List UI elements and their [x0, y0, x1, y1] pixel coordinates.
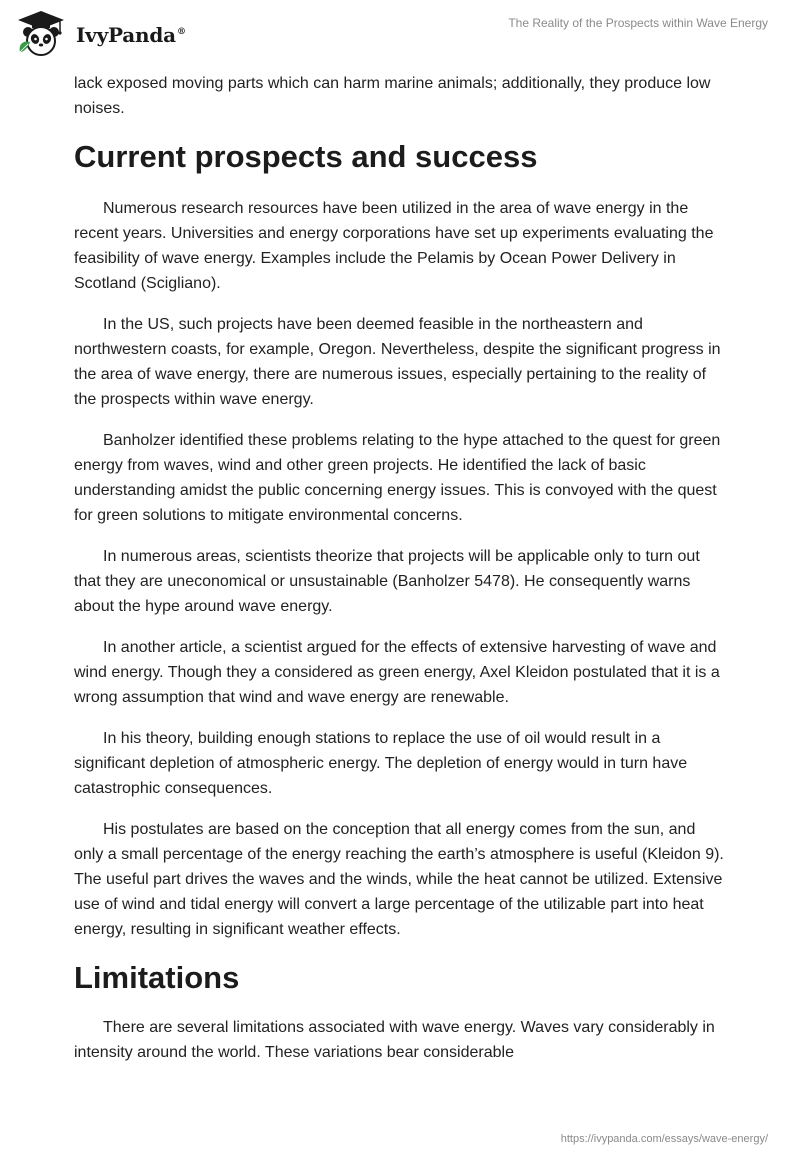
- paragraph: In numerous areas, scientists theorize that projects will be applicable only to turn out that they are uneconomical or unsustainable (Banholzer 5478). He consequently warns about the hype around wave energy.: [74, 548, 700, 615]
- paragraph: In another article, a scientist argued for the effects of extensive harvesting of wave and wind energy. Though they a considered as green energy, Axel Kleidon postulated that it is a wrong assumption that wind and wave energy are renewable.: [74, 639, 720, 706]
- ivypanda-logo[interactable]: [14, 8, 186, 62]
- article-body: [74, 71, 724, 1081]
- paragraph: In his theory, building enough stations to replace the use of oil would result in a significant depletion of atmospheric energy. The depletion of energy would in turn have catastrophic consequences.: [74, 730, 688, 797]
- page-header: [0, 0, 800, 70]
- paragraph: Banholzer identified these problems relating to the hype attached to the quest for green energy from waves, wind and other green projects. He identified the lack of basic understanding amidst the public concerning energy issues. This is convoyed with the quest for green solutions to mitigate environmental concerns.: [74, 432, 721, 524]
- heading-current-prospects: Current prospects and success: [74, 139, 538, 174]
- registered-mark: ®: [176, 27, 186, 38]
- paragraph: His postulates are based on the conception that all energy comes from the sun, and only a small percentage of the energy reaching the earth’s atmosphere is useful (Kleidon 9). The useful part drives the waves and the winds, while the heat cannot be utilized. Extensive use of wind and tidal energy will convert a large percentage of the utilizable part into heat energy, resulting in significant weather effects.: [74, 821, 724, 938]
- paragraph-intro-continuation: lack exposed moving parts which can harm marine animals; additionally, they produce low noises.: [74, 75, 711, 117]
- logo-text: IvyPanda®: [76, 23, 186, 47]
- heading-limitations: Limitations: [74, 960, 240, 995]
- paragraph: There are several limitations associated with wave energy. Waves vary considerably in intensity around the world. These variations bear considerable: [74, 1019, 715, 1061]
- panda-graduate-icon: [14, 8, 68, 62]
- paragraph: Numerous research resources have been utilized in the area of wave energy in the recent years. Universities and energy corporations have set up experiments evaluating the feasibility of wave energy. Examples include the Pelamis by Ocean Power Delivery in Scotland (Scigliano).: [74, 200, 714, 292]
- document-title: The Reality of the Prospects within Wave Energy: [508, 16, 768, 30]
- paragraph: In the US, such projects have been deemed feasible in the northeastern and northwestern coasts, for example, Oregon. Nevertheless, despite the significant progress in the area of wave energy, there are numerous issues, especially pertaining to the reality of the prospects within wave energy.: [74, 316, 721, 408]
- source-url[interactable]: https://ivypanda.com/essays/wave-energy/: [560, 1133, 768, 1145]
